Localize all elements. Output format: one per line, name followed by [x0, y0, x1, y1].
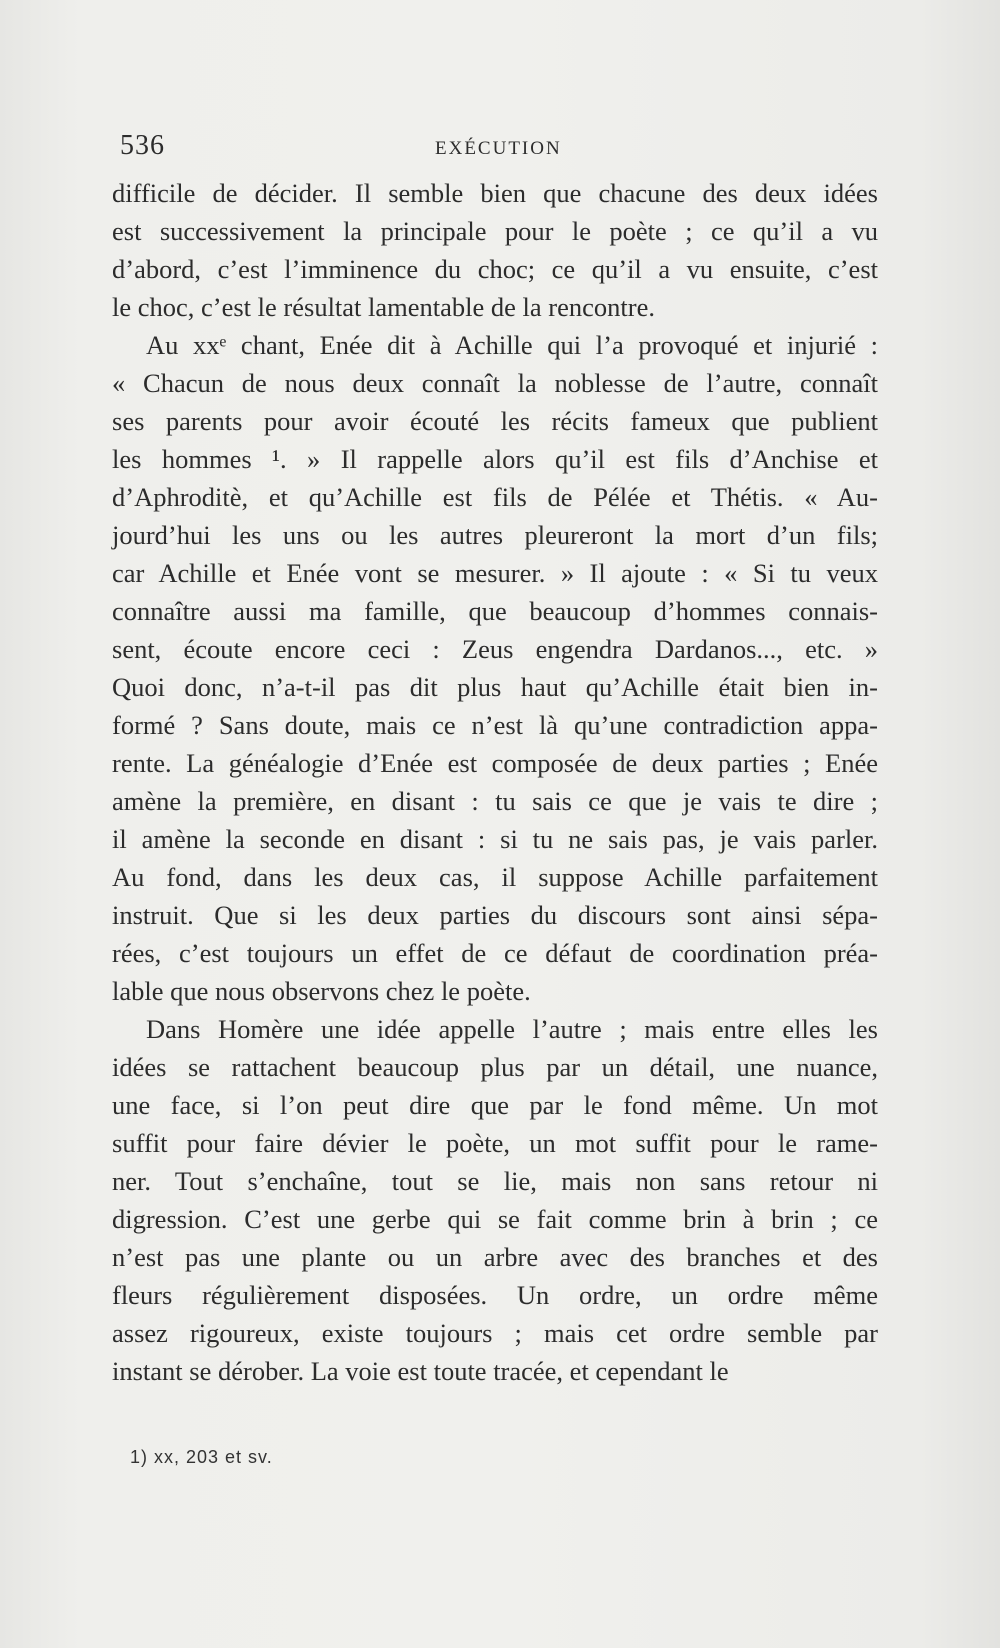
text-line: est successivement la principale pour le poète ; ce qu’il a vu — [112, 216, 878, 246]
text-line: Quoi donc, n’a-t-il pas dit plus haut qu’Achille était bien in- — [112, 672, 878, 702]
text-line: « Chacun de nous deux connaît la noblesse de l’autre, connaît — [112, 368, 878, 398]
text-line: d’abord, c’est l’imminence du choc; ce qu’il a vu ensuite, c’est — [112, 254, 878, 284]
text-line: rente. La généalogie d’Enée est composée de deux parties ; Enée — [112, 748, 878, 778]
text-line: formé ? Sans doute, mais ce n’est là qu’une contradiction appa- — [112, 710, 878, 740]
page-number: 536 — [120, 130, 165, 161]
page-header — [120, 130, 880, 170]
body-text — [112, 174, 878, 1390]
text-line: il amène la seconde en disant : si tu ne sais pas, je vais parler. — [112, 824, 878, 854]
footnote-area — [130, 1447, 830, 1468]
text-line: Au fond, dans les deux cas, il suppose Achille parfaitement — [112, 862, 878, 892]
text-line: Au xxᵉ chant, Enée dit à Achille qui l’a provoqué et injurié : — [146, 330, 878, 360]
text-line: sent, écoute encore ceci : Zeus engendra Dardanos..., etc. » — [112, 634, 878, 664]
text-line: idées se rattachent beaucoup plus par un détail, une nuance, — [112, 1052, 878, 1082]
text-line: ses parents pour avoir écouté les récits fameux que publient — [112, 406, 878, 436]
text-line: amène la première, en disant : tu sais ce que je vais te dire ; — [112, 786, 878, 816]
text-line: connaître aussi ma famille, que beaucoup d’hommes connais- — [112, 596, 878, 626]
text-line: Dans Homère une idée appelle l’autre ; mais entre elles les — [146, 1014, 878, 1044]
text-line: suffit pour faire dévier le poète, un mot suffit pour le rame- — [112, 1128, 878, 1158]
text-line: rées, c’est toujours un effet de ce défaut de coordination préa- — [112, 938, 878, 968]
text-line: fleurs régulièrement disposées. Un ordre, un ordre même — [112, 1280, 878, 1310]
text-line: assez rigoureux, existe toujours ; mais cet ordre semble par — [112, 1318, 878, 1348]
text-line: une face, si l’on peut dire que par le fond même. Un mot — [112, 1090, 878, 1120]
paragraph — [112, 1010, 878, 1390]
text-line: ner. Tout s’enchaîne, tout se lie, mais non sans retour ni — [112, 1166, 878, 1196]
text-line: le choc, c’est le résultat lamentable de la rencontre. — [112, 292, 655, 322]
text-line: car Achille et Enée vont se mesurer. » Il ajoute : « Si tu veux — [112, 558, 878, 588]
text-line: instruit. Que si les deux parties du discours sont ainsi sépa- — [112, 900, 878, 930]
text-line: les hommes ¹. » Il rappelle alors qu’il est fils d’Anchise et — [112, 444, 878, 474]
running-head: EXÉCUTION — [435, 138, 562, 159]
footnote: 1) xx, 203 et sv. — [130, 1447, 273, 1467]
text-line: d’Aphroditè, et qu’Achille est fils de Pélée et Thétis. « Au- — [112, 482, 878, 512]
text-line: lable que nous observons chez le poète. — [112, 976, 531, 1006]
paragraph — [112, 174, 878, 326]
text-line: instant se dérober. La voie est toute tracée, et cependant le — [112, 1356, 729, 1386]
text-line: digression. C’est une gerbe qui se fait comme brin à brin ; ce — [112, 1204, 878, 1234]
paragraph — [112, 326, 878, 1010]
text-line: difficile de décider. Il semble bien que chacune des deux idées — [112, 178, 878, 208]
text-line: jourd’hui les uns ou les autres pleureront la mort d’un fils; — [112, 520, 878, 550]
text-line: n’est pas une plante ou un arbre avec des branches et des — [112, 1242, 878, 1272]
